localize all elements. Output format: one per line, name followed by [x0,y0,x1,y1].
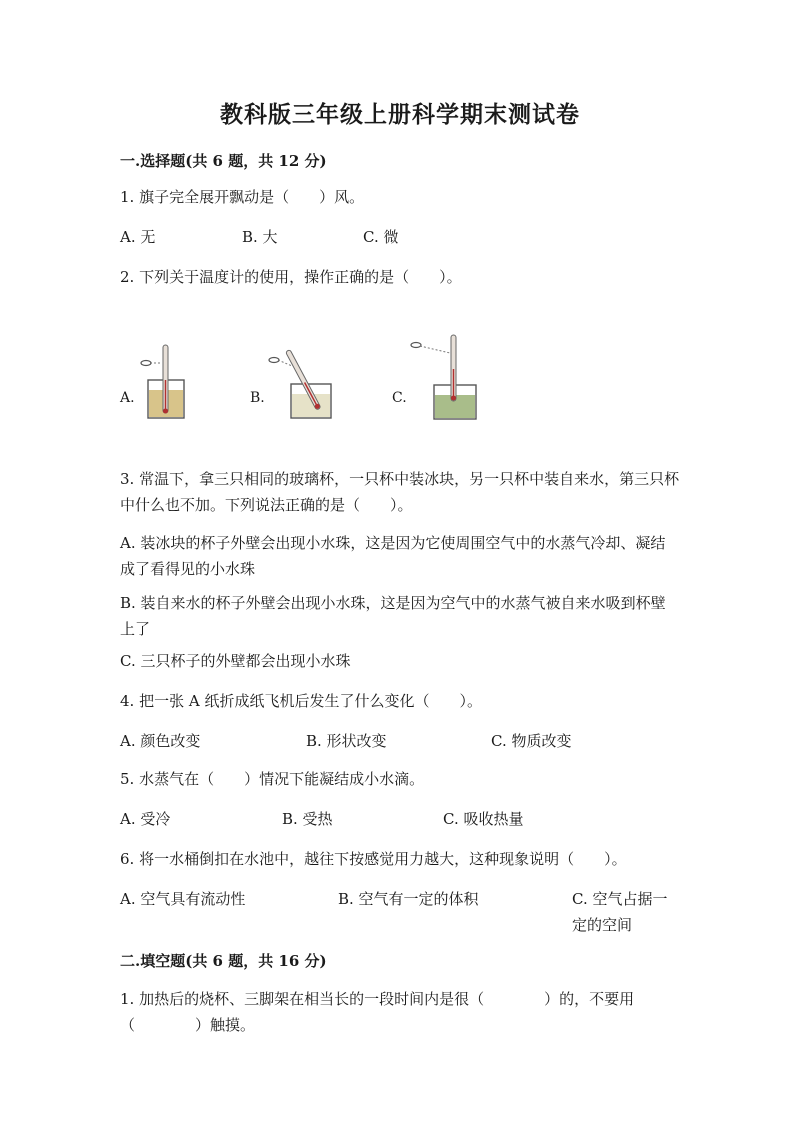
q5-option-b: B. 受热 [282,810,333,828]
q2-option-a-label: A. [120,390,135,406]
q5-option-c: C. 吸收热量 [443,810,524,828]
section-heading-choice: 一.选择题(共 6 题，共 12 分) [120,152,327,170]
q3-option-a: A. 装冰块的杯子外壁会出现小水珠，这是因为它使周围空气中的水蒸气冷却、凝结成了看得见的小水珠 [120,534,666,578]
question-3: 3. 常温下，拿三只相同的玻璃杯，一只杯中装冰块，另一只杯中装自来水，第三只杯中什么也不加。下列说法正确的是（ ）。 [120,470,680,514]
q1-option-c: C. 微 [363,228,399,246]
thermometer-figure-b [266,344,336,420]
question-2: 2. 下列关于温度计的使用，操作正确的是（ ）。 [120,268,462,286]
q4-option-c: C. 物质改变 [491,732,572,750]
question-1: 1. 旗子完全展开飘动是（ ）风。 [120,188,365,206]
fill-question-1: 1. 加热后的烧杯、三脚架在相当长的一段时间内是很（ ）的，不要用（ ）触摸。 [120,990,635,1034]
thermometer-figure-a [136,340,196,420]
q2-option-b-label: B. [250,390,265,406]
exam-title: 教科版三年级上册科学期末测试卷 [220,101,580,128]
question-6: 6. 将一水桶倒扣在水池中，越往下按感觉用力越大，这种现象说明（ ）。 [120,850,627,868]
q2-option-c-label: C. [392,390,407,406]
question-4: 4. 把一张 A 纸折成纸飞机后发生了什么变化（ ）。 [120,692,482,710]
q6-option-a: A. 空气具有流动性 [120,890,246,908]
q6-option-c: C. 空气占据一定的空间 [572,890,668,934]
question-5: 5. 水蒸气在（ ）情况下能凝结成小水滴。 [120,770,425,788]
thermometer-figure-c [408,333,478,421]
q3-option-c: C. 三只杯子的外壁都会出现小水珠 [120,652,351,670]
q5-option-a: A. 受冷 [120,810,171,828]
q1-option-a: A. 无 [120,228,156,246]
section-heading-fill: 二.填空题(共 6 题，共 16 分) [120,952,327,970]
q1-option-b: B. 大 [242,228,278,246]
q3-option-b: B. 装自来水的杯子外壁会出现小水珠，这是因为空气中的水蒸气被自来水吸到杯壁上了 [120,594,666,638]
q6-option-b: B. 空气有一定的体积 [338,890,479,908]
q4-option-b: B. 形状改变 [306,732,387,750]
q4-option-a: A. 颜色改变 [120,732,201,750]
